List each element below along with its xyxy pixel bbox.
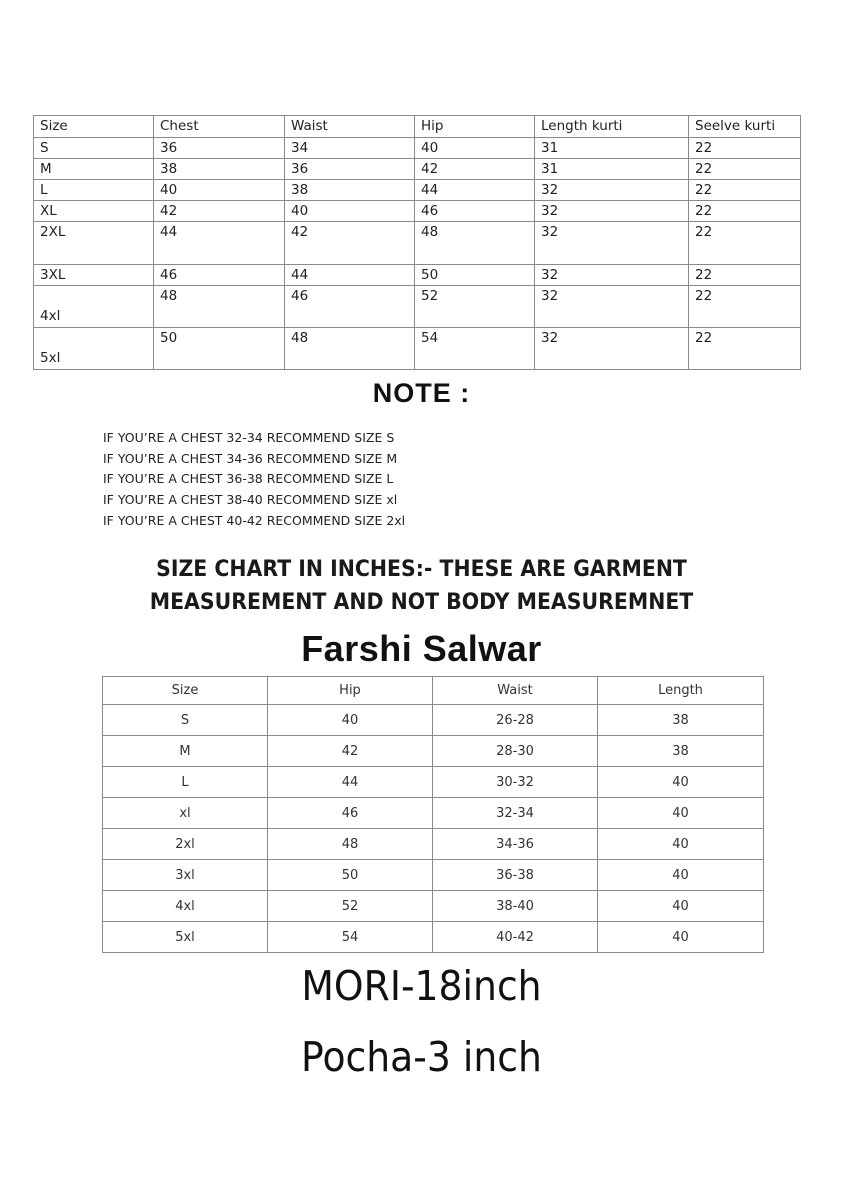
- header-cell: Chest: [154, 116, 285, 138]
- table-cell: M: [34, 159, 154, 180]
- table-cell: 22: [689, 222, 801, 265]
- table-row: [34, 265, 801, 286]
- table-cell: 30-32: [433, 767, 598, 798]
- table-cell: 5xl: [34, 328, 154, 370]
- table-cell: 38: [154, 159, 285, 180]
- table-cell: 34-36: [433, 829, 598, 860]
- table-cell: 42: [154, 201, 285, 222]
- table-row: [34, 159, 801, 180]
- header-cell: Size: [34, 116, 154, 138]
- table-cell: 34: [285, 138, 415, 159]
- mori-measurement: MORI-18inch: [301, 962, 542, 1010]
- table-cell: 32-34: [433, 798, 598, 829]
- table-cell: 40: [598, 829, 764, 860]
- table-cell: 38: [598, 736, 764, 767]
- table-cell: 40: [598, 860, 764, 891]
- headline-line: MEASUREMENT AND NOT BODY MEASUREMNET: [149, 590, 694, 615]
- table-cell: 50: [154, 328, 285, 370]
- table-header-row: [103, 677, 764, 705]
- table-cell: 22: [689, 201, 801, 222]
- table-cell: 46: [415, 201, 535, 222]
- table-cell: 46: [285, 286, 415, 328]
- table-cell: 52: [415, 286, 535, 328]
- table-cell: 44: [415, 180, 535, 201]
- table-cell: L: [34, 180, 154, 201]
- table-cell: 22: [689, 138, 801, 159]
- table-row: [34, 138, 801, 159]
- table-cell: 40: [415, 138, 535, 159]
- table-cell: 32: [535, 265, 689, 286]
- table-cell: 36-38: [433, 860, 598, 891]
- table-cell: 40: [268, 705, 433, 736]
- table-cell: 22: [689, 286, 801, 328]
- header-cell: Length: [598, 677, 764, 705]
- table-cell: 36: [285, 159, 415, 180]
- table-row: [34, 222, 801, 265]
- header-cell: Length kurti: [535, 116, 689, 138]
- salwar-size-table: [102, 676, 764, 953]
- table-row: [103, 922, 764, 953]
- table-cell: 44: [268, 767, 433, 798]
- note-list: [103, 428, 405, 532]
- table-cell: 48: [268, 829, 433, 860]
- table-row: [103, 736, 764, 767]
- table-cell: 2XL: [34, 222, 154, 265]
- table-cell: 26-28: [433, 705, 598, 736]
- table-cell: 28-30: [433, 736, 598, 767]
- table-cell: 46: [154, 265, 285, 286]
- table-cell: XL: [34, 201, 154, 222]
- table-cell: 42: [285, 222, 415, 265]
- table-row: [34, 201, 801, 222]
- table-cell: 31: [535, 138, 689, 159]
- table-cell: 40: [598, 922, 764, 953]
- header-cell: Waist: [433, 677, 598, 705]
- table-row: [34, 180, 801, 201]
- header-cell: Hip: [268, 677, 433, 705]
- table-cell: 48: [154, 286, 285, 328]
- table-row: [103, 829, 764, 860]
- table-cell: 3XL: [34, 265, 154, 286]
- table-cell: M: [103, 736, 268, 767]
- table-cell: 50: [415, 265, 535, 286]
- table-header-row: [34, 116, 801, 138]
- table-row: [103, 705, 764, 736]
- header-cell: Hip: [415, 116, 535, 138]
- table-cell: 32: [535, 201, 689, 222]
- table-cell: 40-42: [433, 922, 598, 953]
- table-row: [103, 891, 764, 922]
- table-cell: L: [103, 767, 268, 798]
- table-row: [103, 767, 764, 798]
- header-cell: Size: [103, 677, 268, 705]
- table-cell: 22: [689, 265, 801, 286]
- table-cell: 40: [598, 891, 764, 922]
- table-cell: 38: [598, 705, 764, 736]
- table-cell: 48: [285, 328, 415, 370]
- table-row: [34, 286, 801, 328]
- table-cell: xl: [103, 798, 268, 829]
- pocha-measurement: Pocha-3 inch: [301, 1033, 542, 1081]
- table-cell: 4xl: [34, 286, 154, 328]
- table-cell: 38-40: [433, 891, 598, 922]
- table-cell: S: [34, 138, 154, 159]
- salwar-title: Farshi Salwar: [301, 628, 542, 669]
- table-row: [103, 860, 764, 891]
- table-cell: 22: [689, 180, 801, 201]
- table-cell: 40: [598, 798, 764, 829]
- table-cell: 32: [535, 180, 689, 201]
- table-cell: 36: [154, 138, 285, 159]
- table-cell: 32: [535, 286, 689, 328]
- table-cell: 32: [535, 328, 689, 370]
- table-cell: 52: [268, 891, 433, 922]
- table-cell: 2xl: [103, 829, 268, 860]
- table-cell: 40: [285, 201, 415, 222]
- header-cell: Waist: [285, 116, 415, 138]
- table-row: [103, 798, 764, 829]
- table-cell: 22: [689, 159, 801, 180]
- note-line: IF YOU’RE A CHEST 34-36 RECOMMEND SIZE M: [103, 450, 398, 466]
- note-line: IF YOU’RE A CHEST 38-40 RECOMMEND SIZE xl: [103, 492, 398, 508]
- kurti-size-table: [33, 115, 801, 370]
- headline-line: SIZE CHART IN INCHES:- THESE ARE GARMENT: [156, 557, 687, 582]
- note-line: IF YOU’RE A CHEST 36-38 RECOMMEND SIZE L: [103, 471, 394, 487]
- note-title: NOTE :: [372, 378, 471, 408]
- table-cell: 44: [285, 265, 415, 286]
- table-cell: 42: [268, 736, 433, 767]
- table-cell: 4xl: [103, 891, 268, 922]
- table-cell: 40: [154, 180, 285, 201]
- table-cell: 44: [154, 222, 285, 265]
- table-row: [34, 328, 801, 370]
- table-cell: S: [103, 705, 268, 736]
- table-cell: 50: [268, 860, 433, 891]
- table-cell: 38: [285, 180, 415, 201]
- table-cell: 32: [535, 222, 689, 265]
- size-chart-headline: [30, 553, 814, 619]
- table-cell: 5xl: [103, 922, 268, 953]
- table-cell: 22: [689, 328, 801, 370]
- table-cell: 42: [415, 159, 535, 180]
- table-cell: 3xl: [103, 860, 268, 891]
- table-cell: 54: [415, 328, 535, 370]
- table-cell: 46: [268, 798, 433, 829]
- header-cell: Seelve kurti: [689, 116, 801, 138]
- table-cell: 48: [415, 222, 535, 265]
- table-cell: 40: [598, 767, 764, 798]
- table-cell: 31: [535, 159, 689, 180]
- note-line: IF YOU’RE A CHEST 40-42 RECOMMEND SIZE 2xl: [103, 512, 406, 528]
- note-line: IF YOU’RE A CHEST 32-34 RECOMMEND SIZE S: [103, 430, 395, 445]
- table-cell: 54: [268, 922, 433, 953]
